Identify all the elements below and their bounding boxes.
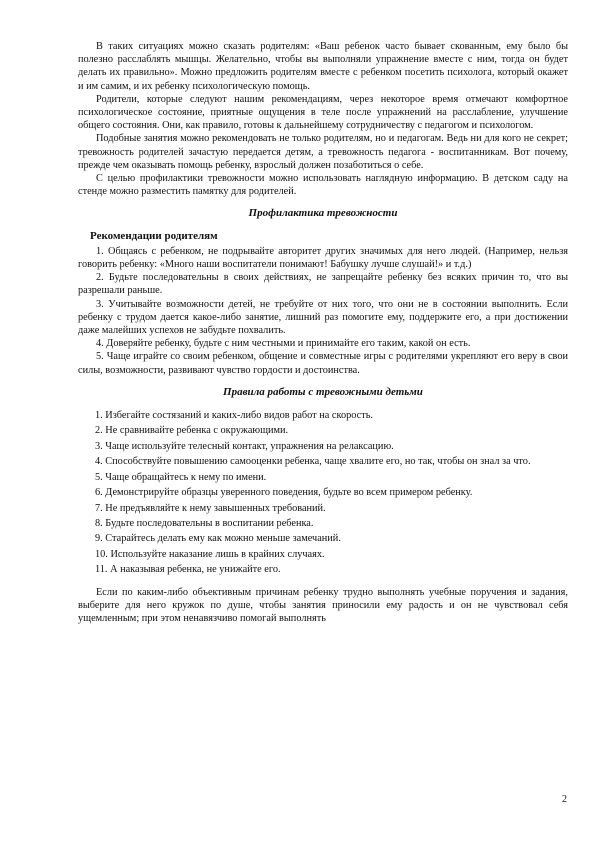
rule-item: 6. Демонстрируйте образцы уверенного поведения, будьте во всем примером ребенку. [95,487,473,499]
intro-paragraph-4: С целью профилактики тревожности можно использовать наглядную информацию. В детском саду на стенде можно разместить памятку для родителей. [78,173,568,198]
rule-item: 4. Способствуйте повышению самооценки ребенка, чаще хвалите его, но так, чтобы он знал за что. [95,456,531,468]
rule-item: 2. Не сравнивайте ребенка с окружающими. [95,425,289,437]
recommendation-item: 2. Будьте последовательны в своих действиях, не запрещайте ребенку без всяких причин то, что вы разрешали раньше. [78,272,568,297]
closing-paragraph: Если по каким-либо объективным причинам ребенку трудно выполнять учебные поручения и задания, выберите для него кружок по душе, чтобы занятия приносили ему радость и он не чувствовал себя ущемленным; при этом ненавязчиво помогай выполнять [78,586,568,624]
intro-paragraph-1: В таких ситуациях можно сказать родителям: «Ваш ребенок часто бывает скованным, ему было бы полезно расслаблять мышцы. Желательно, чтобы вы выполняли упражнение вместе с ним, тогда он будет делать их правильно». Можно предложить родителям вместе с ребенком посетить психолога, который окажет и им самим, и их ребенку психологическую помощь. [78,41,568,92]
recommendation-item: 4. Доверяйте ребенку, будьте с ним честными и принимайте его таким, какой он есть. [96,338,471,350]
section-title-rules: Правила работы с тревожными детьми [223,385,423,398]
document-page [78,40,568,625]
intro-paragraph-3: Подобные занятия можно рекомендовать не только родителям, но и педагогам. Ведь ни для кого не секрет; тревожность родителей зачастую передается детям, а тревожность педагога - воспитанникам. Вот почему, прежде чем оказывать помощь ребенку, взрослый должен позаботиться о себе. [78,133,568,171]
section-title-prevention: Профилактика тревожности [248,207,398,220]
rule-item: 10. Используйте наказание лишь в крайних случаях. [95,548,325,560]
rule-item: 11. А наказывая ребенка, не унижайте его. [95,564,281,576]
recommendation-item: 5. Чаще играйте со своим ребенком, общение и совместные игры с родителями укрепляют его веру в свои силы, возможности, развивают чувство гордости и достоинства. [78,351,568,376]
section-subtitle-parents: Рекомендации родителям [90,229,218,242]
intro-paragraph-2: Родители, которые следуют нашим рекомендациям, через некоторое время отмечают комфортное психологическое состояние, приятные ощущения в теле после упражнений на расслабление, улучшение общего состояния. Они, как правило, готовы к дальнейшему сотрудничеству с педагогом и психологом. [78,93,568,132]
rule-item: 8. Будьте последовательны в воспитании ребенка. [95,517,314,529]
recommendation-item: 3. Учитывайте возможности детей, не требуйте от них того, что они не в состоянии выполнить. Если ребенку с трудом дается какое-либо занятие, лишний раз помогите ему, поддержите его, а при достижении даже малейших успехов не забудьте похвалить. [78,298,568,337]
rule-item: 3. Чаще используйте телесный контакт, упражнения на релаксацию. [95,440,394,452]
rule-item: 1. Избегайте состязаний и каких-либо видов работ на скорость. [95,410,374,422]
rule-item: 9. Старайтесь делать ему как можно меньше замечаний. [95,533,341,545]
recommendation-item: 1. Общаясь с ребенком, не подрывайте авторитет других значимых для него людей. (Например, нельзя говорить ребенку: «Много наши воспитатели понимают! Бабушку лучше слушай!» и т.д.) [78,245,568,271]
page-number: 2 [562,794,567,805]
rule-item: 5. Чаще обращайтесь к нему по имени. [95,471,267,483]
rule-item: 7. Не предъявляйте к нему завышенных требований. [95,502,326,514]
rules-list [78,408,568,577]
